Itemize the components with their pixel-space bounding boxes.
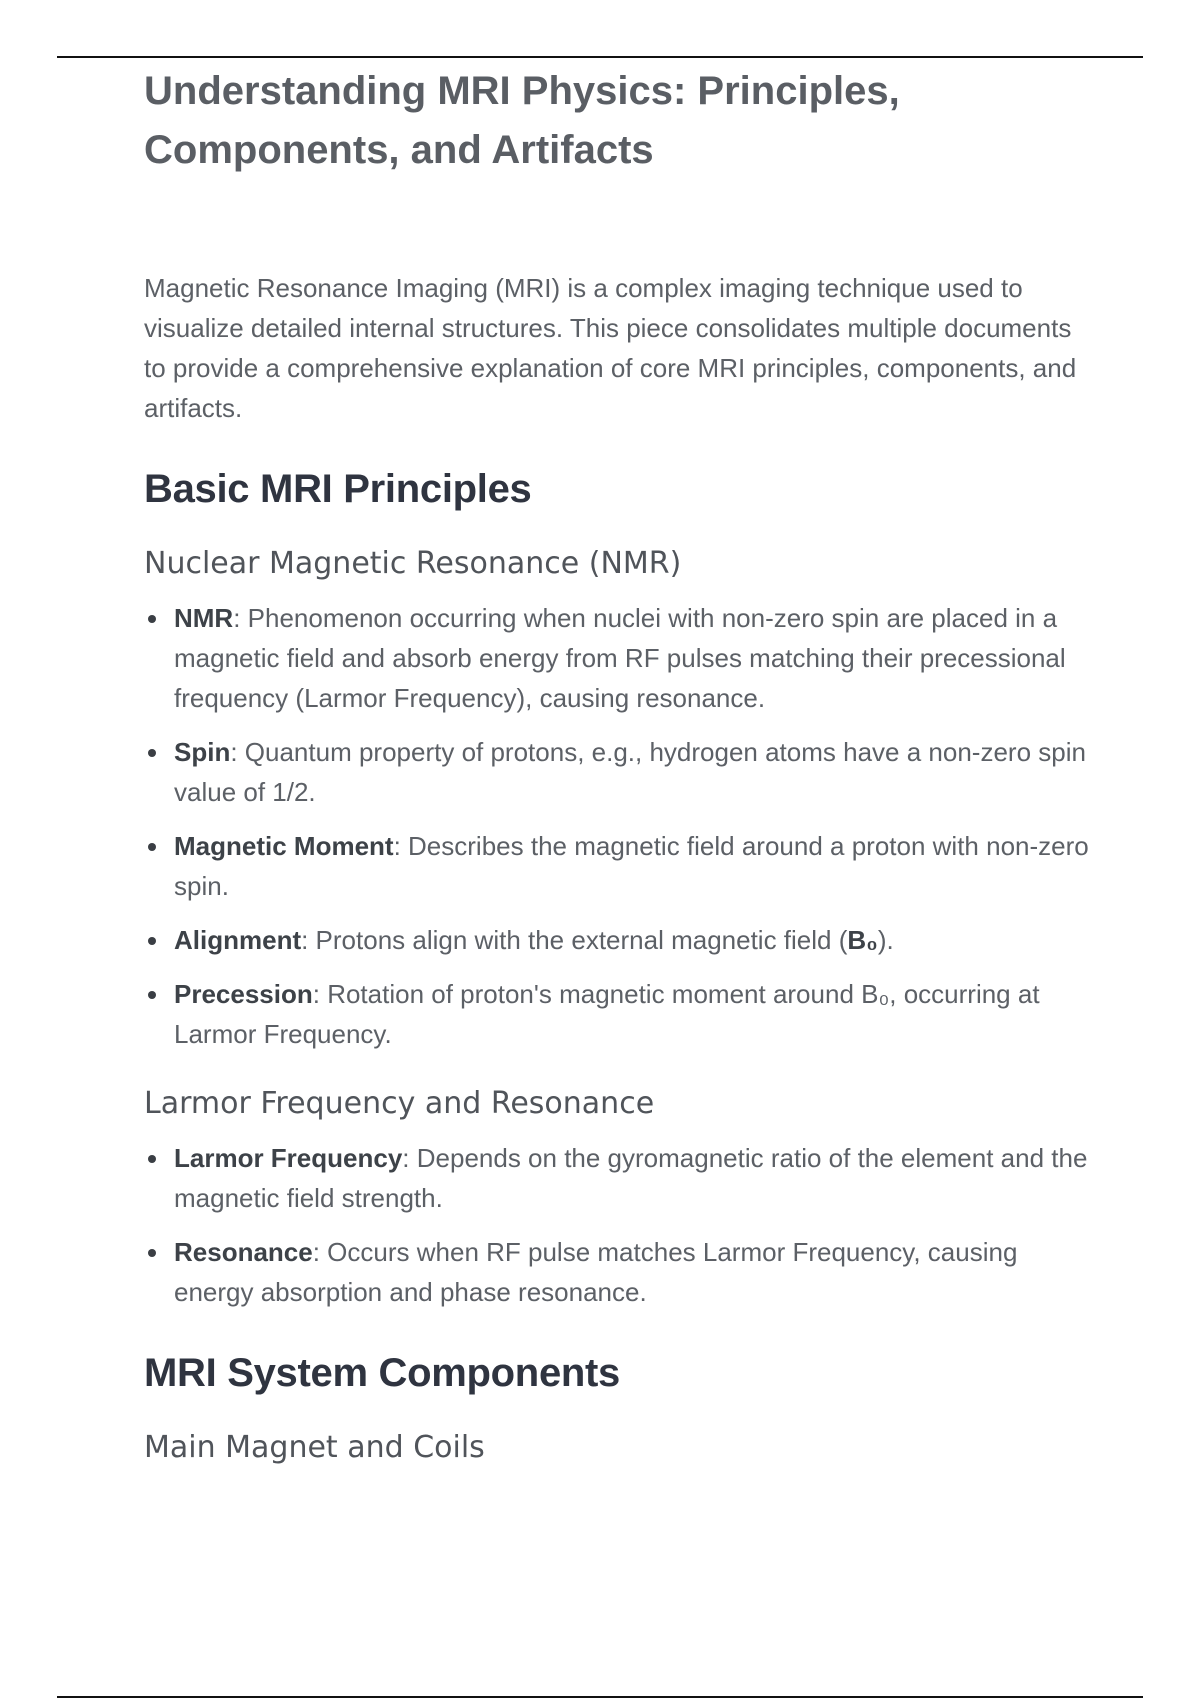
subsection-heading-main-magnet: Main Magnet and Coils — [144, 1430, 485, 1465]
definition-tail: ). — [877, 925, 894, 955]
list-item — [144, 598, 1094, 718]
document-title: Understanding MRI Physics: Principles, Components, and Artifacts — [144, 69, 900, 172]
definition: : Protons align with the external magnetic field ( — [301, 925, 848, 955]
term: NMR — [174, 603, 234, 633]
bullet-icon — [148, 1155, 156, 1163]
bullet-icon — [148, 615, 156, 623]
bullet-icon — [148, 843, 156, 851]
list-item — [144, 1138, 1094, 1218]
subsection-heading-larmor: Larmor Frequency and Resonance — [144, 1086, 655, 1121]
definition: : Occurs when RF pulse matches Larmor Frequency, causing energy absorption and phase resonance. — [174, 1237, 1018, 1307]
term: Larmor Frequency — [174, 1143, 403, 1173]
section-heading-system-components: MRI System Components — [144, 1351, 620, 1395]
list-item — [144, 920, 1094, 960]
bullet-icon — [148, 991, 156, 999]
term: Alignment — [174, 925, 302, 955]
list-item — [144, 826, 1094, 906]
term: Precession — [174, 979, 313, 1009]
term: Spin — [174, 737, 231, 767]
definition: : Describes the magnetic field around a proton with non-zero spin. — [174, 831, 1089, 901]
definition: : Depends on the gyromagnetic ratio of the element and the magnetic field strength. — [174, 1143, 1088, 1213]
bullet-icon — [148, 1249, 156, 1257]
list-item — [144, 732, 1094, 812]
term: Magnetic Moment — [174, 831, 394, 861]
list-item — [144, 974, 1094, 1054]
definition: : Rotation of proton's magnetic moment around B₀, occurring at Larmor Frequency. — [174, 979, 1040, 1049]
term: Resonance — [174, 1237, 313, 1267]
definition: : Phenomenon occurring when nuclei with non-zero spin are placed in a magnetic field and absorb energy from RF pulses matching their precessional frequency (Larmor Frequency), causing resonance. — [174, 603, 1066, 713]
subsection-heading-nmr: Nuclear Magnetic Resonance (NMR) — [144, 546, 682, 581]
top-rule — [57, 56, 1143, 58]
larmor-list — [144, 1138, 1094, 1312]
bottom-rule — [57, 1696, 1143, 1698]
document-body — [144, 62, 1094, 1468]
bullet-icon — [148, 937, 156, 945]
list-item — [144, 1232, 1094, 1312]
definition: : Quantum property of protons, e.g., hydrogen atoms have a non-zero spin value of 1/2. — [174, 737, 1086, 807]
symbol: B₀ — [847, 925, 878, 955]
intro-paragraph: Magnetic Resonance Imaging (MRI) is a complex imaging technique used to visualize detailed internal structures. This piece consolidates multiple documents to provide a comprehensive explanation of core MRI principles, components, and artifacts. — [144, 273, 1077, 423]
nmr-list — [144, 598, 1094, 1054]
section-heading-basic-principles: Basic MRI Principles — [144, 467, 532, 511]
bullet-icon — [148, 749, 156, 757]
